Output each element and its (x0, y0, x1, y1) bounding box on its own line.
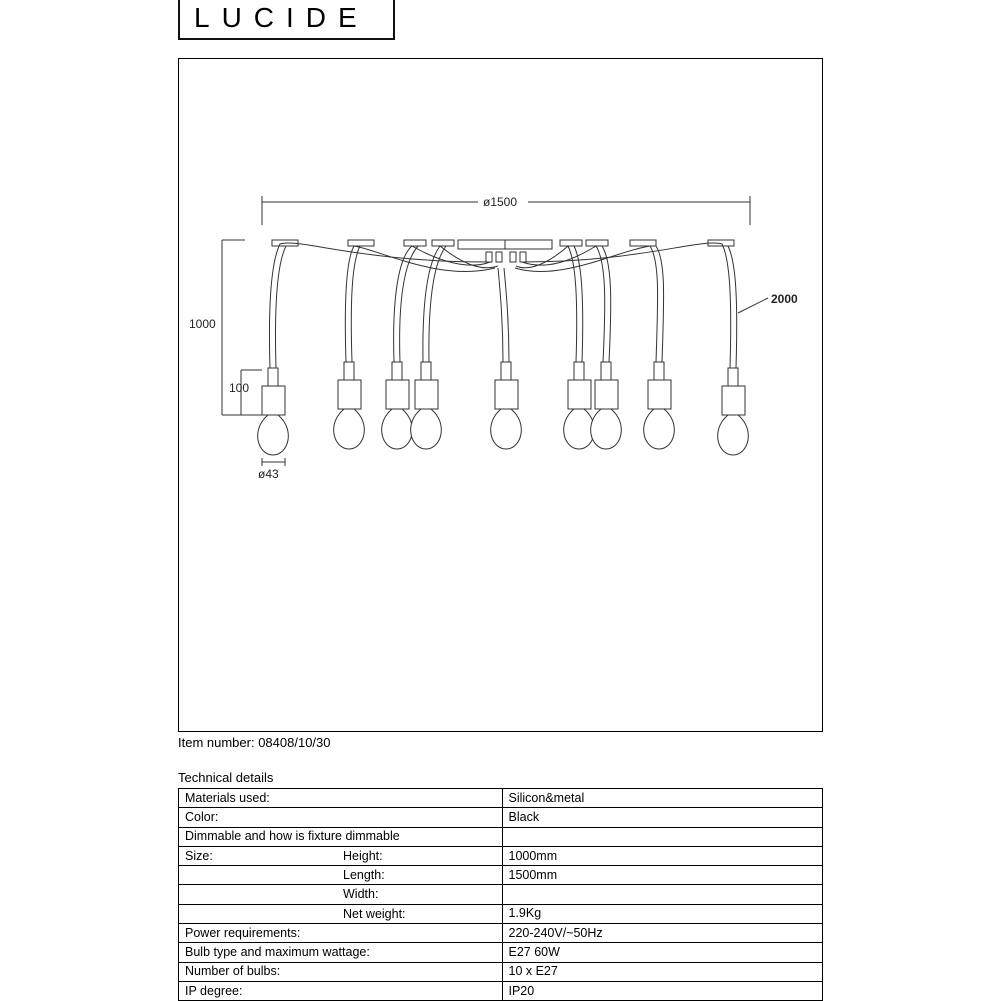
spec-value: 1000mm (502, 846, 823, 865)
table-row (179, 943, 823, 962)
pendant-2 (334, 362, 365, 449)
pendant-5 (491, 362, 522, 449)
height-label: 1000 (189, 317, 216, 331)
table-row (179, 885, 823, 904)
table-row (179, 904, 823, 923)
pendant-1 (258, 368, 289, 455)
spec-sublabel: Width: (343, 887, 379, 902)
table-row (179, 827, 823, 846)
table-row (179, 981, 823, 1000)
table-row (179, 808, 823, 827)
spec-label: Power requirements: (185, 925, 301, 940)
spec-sublabel: Net weight: (343, 906, 406, 921)
spec-label: Color: (185, 809, 219, 824)
socket-diameter-label: ø43 (258, 467, 279, 481)
spec-value: 1500mm (502, 866, 823, 885)
spec-label: Number of bulbs: (185, 964, 281, 979)
spec-value: 10 x E27 (502, 962, 823, 981)
spec-value (502, 885, 823, 904)
pendant-4 (411, 362, 442, 449)
spec-sublabel: Height: (343, 848, 383, 863)
pendant-6 (564, 362, 595, 449)
spec-value (502, 827, 823, 846)
spec-label: Size: (185, 848, 213, 863)
table-row (179, 789, 823, 808)
spec-value: E27 60W (502, 943, 823, 962)
specs-table (178, 788, 823, 1001)
brand-logo-text: LUCIDE (194, 2, 369, 33)
pendant-8 (644, 362, 675, 449)
pendant-3 (382, 362, 413, 449)
table-row (179, 962, 823, 981)
spec-value: Silicon&metal (502, 789, 823, 808)
spec-value: 220-240V/~50Hz (502, 924, 823, 943)
table-row (179, 846, 823, 865)
spec-label: Bulb type and maximum wattage: (185, 945, 370, 960)
spec-label: Dimmable and how is fixture dimmable (185, 829, 400, 844)
spec-sublabel: Length: (343, 868, 385, 883)
item-number: Item number: 08408/10/30 (178, 735, 331, 750)
diameter-label: ø1500 (483, 195, 518, 209)
spec-value: IP20 (502, 981, 823, 1000)
spec-label: IP degree: (185, 983, 243, 998)
pendant-7 (591, 362, 622, 449)
table-row (179, 924, 823, 943)
spec-value: Black (502, 808, 823, 827)
spec-value: 1.9Kg (502, 904, 823, 923)
cable-length-label: 2000 (771, 292, 798, 306)
pendant-9 (718, 368, 749, 455)
table-row (179, 866, 823, 885)
spec-label: Materials used: (185, 790, 270, 805)
technical-details-title: Technical details (178, 770, 274, 785)
socket-height-label: 100 (229, 381, 250, 395)
